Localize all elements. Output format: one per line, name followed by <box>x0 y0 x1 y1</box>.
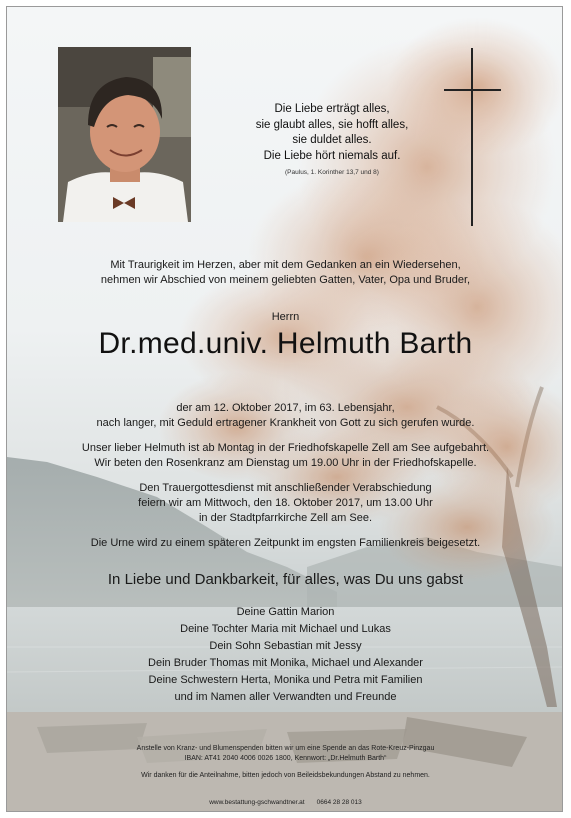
motto: In Liebe und Dankbarkeit, für alles, was Du uns gabst <box>107 571 464 588</box>
paragraph-line: Wir beten den Rosenkranz am Dienstag um 19.00 Uhr in der Friedhofskapelle. <box>94 457 477 469</box>
paragraph-line: feiern wir am Mittwoch, den 18. Oktober 2017, um 13.00 Uhr <box>138 497 433 509</box>
mourner-line: und im Namen aller Verwandten und Freunde <box>174 691 397 703</box>
mourner-line: Dein Sohn Sebastian mit Jessy <box>209 640 362 652</box>
bible-verse <box>217 102 447 164</box>
donation-line: Anstelle von Kranz- und Blumenspenden bitten wir um eine Spende an das Rote-Kreuz-Pinzgau <box>136 745 435 752</box>
mourner-line: Deine Tochter Maria mit Michael und Lukas <box>180 623 391 635</box>
paragraph-line: Die Urne wird zu einem späteren Zeitpunkt im engsten Familienkreis beigesetzt. <box>90 537 481 549</box>
website-link[interactable]: www.bestattung-gschwandtner.at <box>209 799 305 806</box>
intro-text <box>47 258 524 288</box>
urn-paragraph <box>37 536 534 551</box>
parte-card <box>6 6 563 812</box>
funeral-paragraph <box>37 481 534 526</box>
cross-icon-bar <box>444 89 501 91</box>
verse-line: sie glaubt alles, sie hofft alles, <box>255 118 409 131</box>
intro-line: nehmen wir Abschied von meinem geliebten Gatten, Vater, Opa und Bruder, <box>100 274 471 286</box>
verse-line: sie duldet alles. <box>292 134 372 146</box>
paragraph-line: nach langer, mit Geduld ertragener Krankheit von Gott zu sich gerufen wurde. <box>96 417 475 429</box>
deceased-name: Dr.med.univ. Helmuth Barth <box>98 327 473 360</box>
verse-line: Die Liebe hört niemals auf. <box>263 149 401 162</box>
salutation: Herrn <box>271 311 300 323</box>
donation-iban: IBAN: AT41 2040 4006 0026 1800, Kennwort: „Dr.Helmuth Barth“ <box>184 755 387 762</box>
paragraph-line: der am 12. Oktober 2017, im 63. Lebensjahr, <box>176 402 395 414</box>
mourners-list <box>37 604 534 706</box>
paragraph-line: in der Stadtpfarrkirche Zell am See. <box>198 512 373 524</box>
cross-icon <box>471 48 473 226</box>
verse-line: Die Liebe erträgt alles, <box>274 103 390 115</box>
paragraph-line: Unser lieber Helmuth ist ab Montag in der Friedhofskapelle Zell am See aufgebahrt. <box>81 442 490 454</box>
portrait-photo <box>58 47 191 222</box>
death-notice-paragraph <box>37 401 534 431</box>
intro-line: Mit Traurigkeit im Herzen, aber mit dem Gedanken an ein Wiedersehen, <box>110 259 461 271</box>
mourner-line: Deine Gattin Marion <box>236 606 335 618</box>
paragraph-line: Den Trauergottesdienst mit anschließender Verabschiedung <box>139 482 432 494</box>
mourner-line: Deine Schwestern Herta, Monika und Petra mit Familien <box>148 674 423 686</box>
mourner-line: Dein Bruder Thomas mit Monika, Michael und Alexander <box>148 657 423 669</box>
donation-note <box>27 744 544 764</box>
wake-paragraph <box>37 441 534 471</box>
verse-source: (Paulus, 1. Korinther 13,7 und 8) <box>285 169 379 176</box>
footer <box>27 799 544 806</box>
thanks-note: Wir danken für die Anteilnahme, bitten jedoch von Beileidsbekundungen Abstand zu nehmen. <box>141 772 430 779</box>
phone-number: 0664 28 28 013 <box>316 799 362 806</box>
